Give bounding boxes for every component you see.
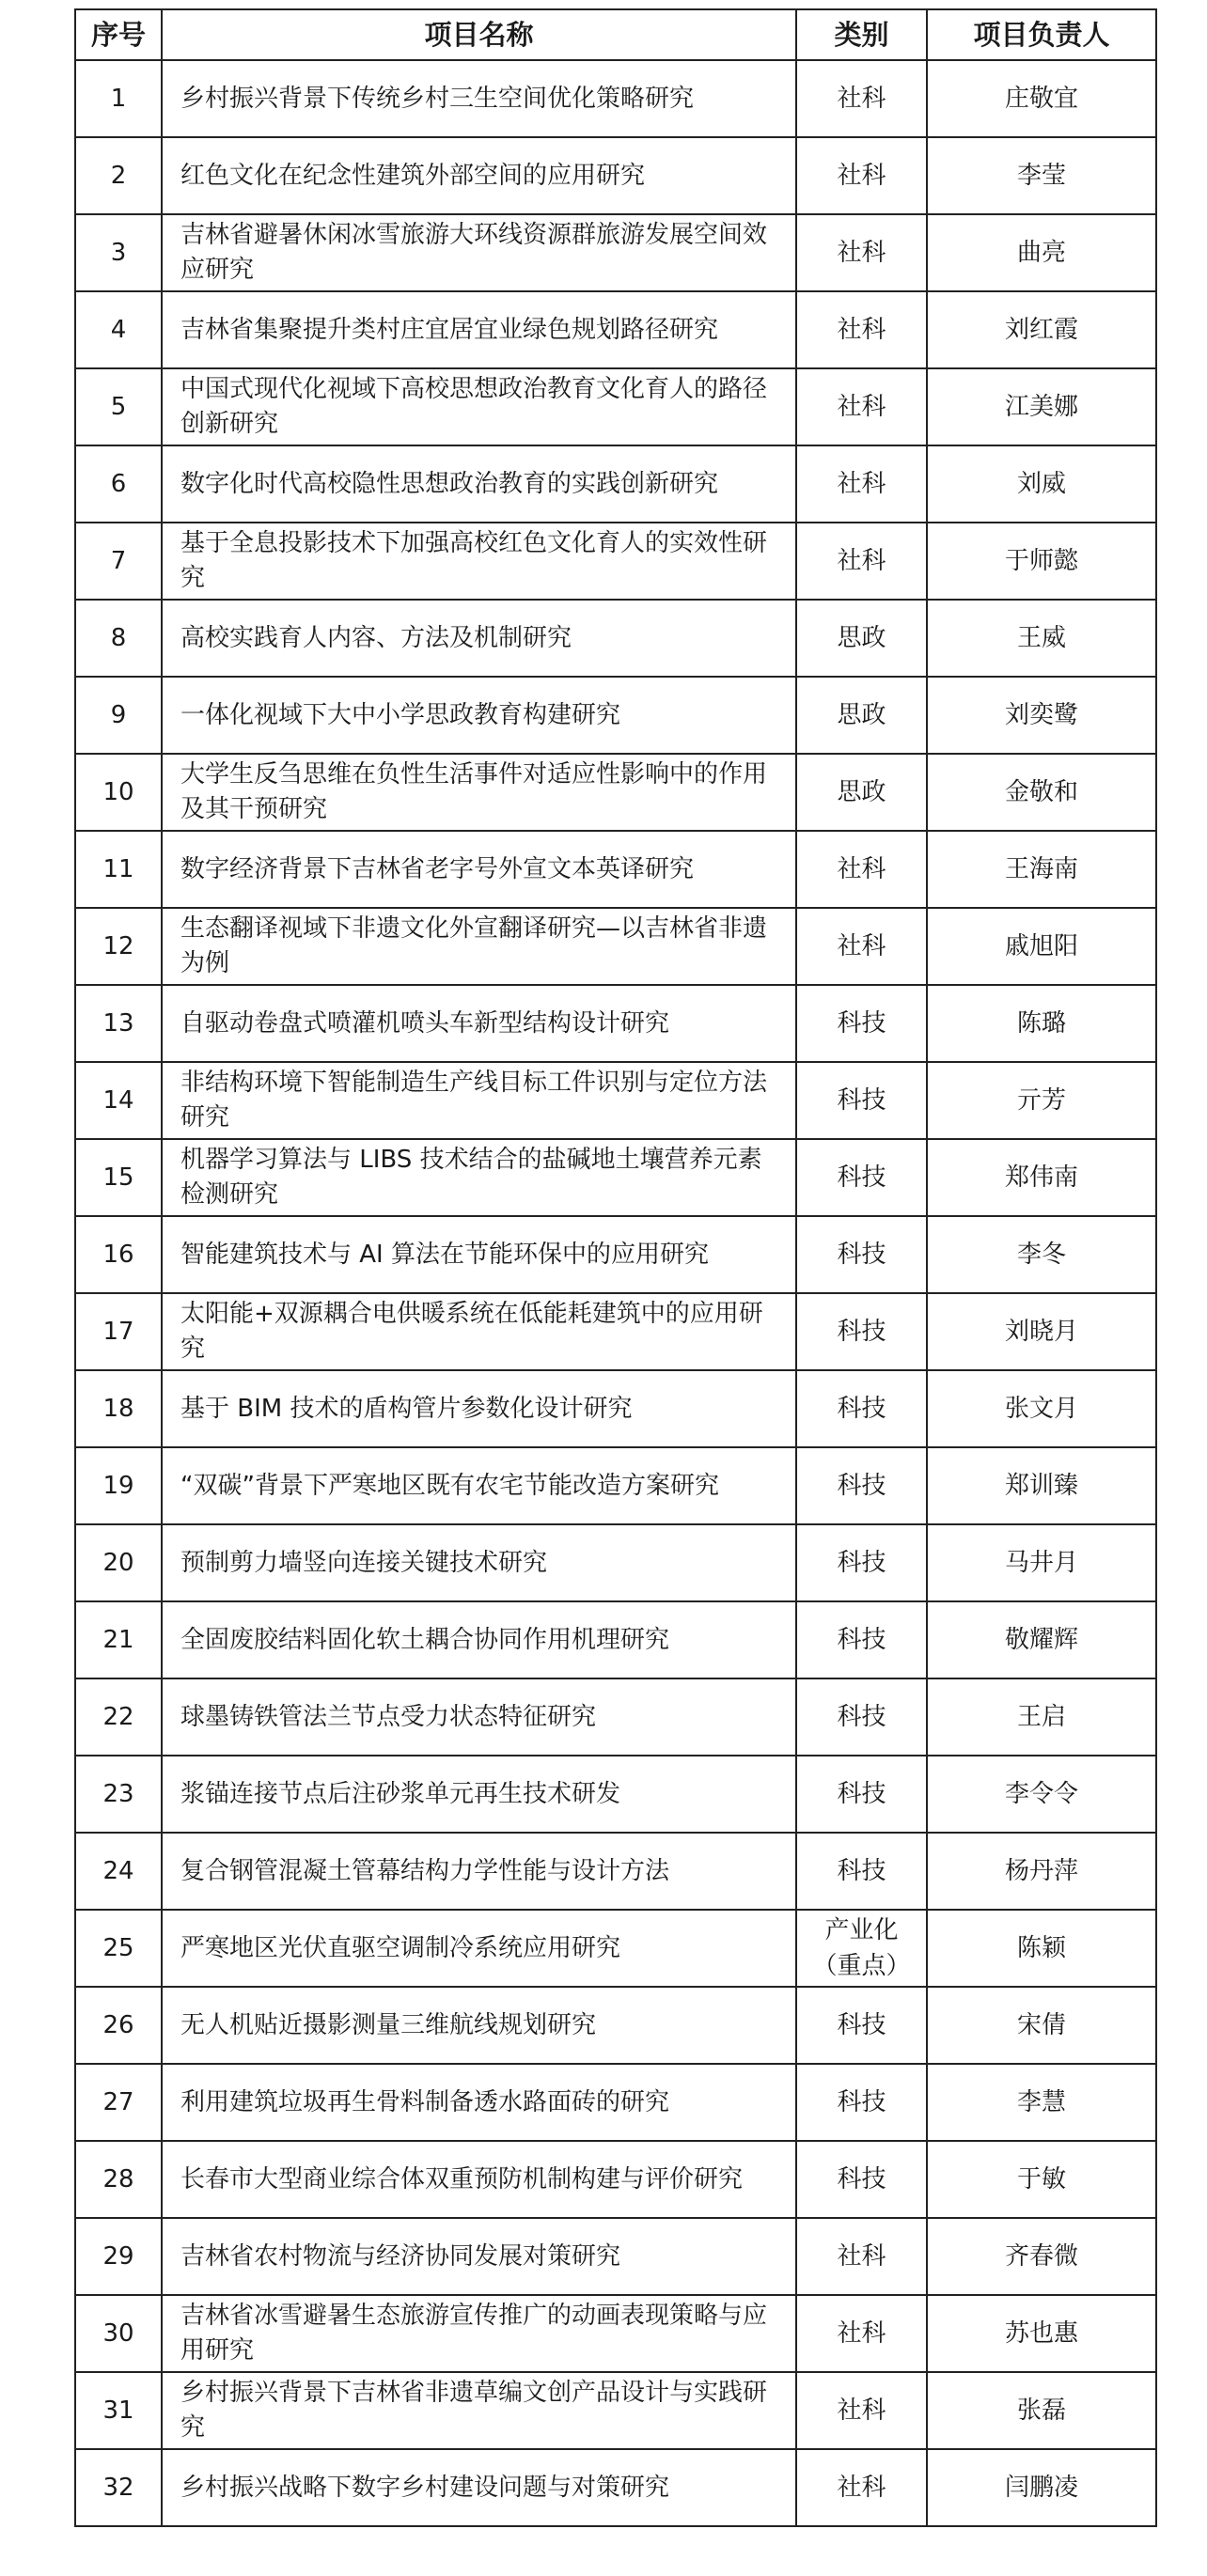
table-row	[75, 1062, 1156, 1139]
project-name: 吉林省集聚提升类村庄宜居宜业绿色规划路径研究	[162, 291, 796, 368]
project-leader: 王启	[927, 1678, 1156, 1756]
project-leader: 陈璐	[927, 985, 1156, 1062]
table-row	[75, 137, 1156, 214]
project-leader: 王海南	[927, 831, 1156, 908]
row-number: 24	[75, 1833, 162, 1910]
table-row	[75, 1678, 1156, 1756]
project-name: 数字经济背景下吉林省老字号外宣文本英译研究	[162, 831, 796, 908]
table-row	[75, 368, 1156, 445]
row-number: 12	[75, 908, 162, 985]
project-leader: 张磊	[927, 2372, 1156, 2449]
table-row	[75, 2295, 1156, 2372]
project-leader: 郑训臻	[927, 1447, 1156, 1524]
project-category: 科技	[796, 1216, 927, 1293]
table-row	[75, 1833, 1156, 1910]
project-leader: 李令令	[927, 1756, 1156, 1833]
project-leader: 陈颖	[927, 1910, 1156, 1987]
row-number: 7	[75, 523, 162, 600]
project-leader: 李冬	[927, 1216, 1156, 1293]
table-row	[75, 1447, 1156, 1524]
header-category: 类别	[796, 9, 927, 60]
row-number: 21	[75, 1601, 162, 1678]
project-leader: 戚旭阳	[927, 908, 1156, 985]
project-name: 一体化视域下大中小学思政教育构建研究	[162, 677, 796, 754]
project-category: 科技	[796, 1139, 927, 1216]
project-leader: 刘威	[927, 445, 1156, 523]
table-row	[75, 445, 1156, 523]
project-leader: 于敏	[927, 2141, 1156, 2218]
table-row	[75, 2141, 1156, 2218]
project-name: 智能建筑技术与 AI 算法在节能环保中的应用研究	[162, 1216, 796, 1293]
project-category: 社科	[796, 60, 927, 137]
table-row	[75, 600, 1156, 677]
project-leader: 王威	[927, 600, 1156, 677]
project-name: 吉林省冰雪避暑生态旅游宣传推广的动画表现策略与应用研究	[162, 2295, 796, 2372]
project-leader: 苏也惠	[927, 2295, 1156, 2372]
project-name: 浆锚连接节点后注砂浆单元再生技术研发	[162, 1756, 796, 1833]
row-number: 17	[75, 1293, 162, 1370]
project-category: 社科	[796, 2218, 927, 2295]
project-name: 乡村振兴战略下数字乡村建设问题与对策研究	[162, 2449, 796, 2526]
project-leader: 李莹	[927, 137, 1156, 214]
project-name: 大学生反刍思维在负性生活事件对适应性影响中的作用及其干预研究	[162, 754, 796, 831]
project-category: 社科	[796, 445, 927, 523]
project-leader: 敬耀辉	[927, 1601, 1156, 1678]
project-category: 科技	[796, 1756, 927, 1833]
project-leader: 刘晓月	[927, 1293, 1156, 1370]
table-row	[75, 754, 1156, 831]
table-row	[75, 831, 1156, 908]
project-category: 社科	[796, 523, 927, 600]
table-row	[75, 214, 1156, 291]
project-category: 科技	[796, 1062, 927, 1139]
project-table	[74, 8, 1157, 2527]
project-category: 社科	[796, 214, 927, 291]
project-name: 吉林省农村物流与经济协同发展对策研究	[162, 2218, 796, 2295]
header-row	[75, 9, 1156, 60]
project-name: 非结构环境下智能制造生产线目标工件识别与定位方法研究	[162, 1062, 796, 1139]
table-row	[75, 2372, 1156, 2449]
project-name: “双碳”背景下严寒地区既有农宅节能改造方案研究	[162, 1447, 796, 1524]
project-category: 科技	[796, 1293, 927, 1370]
row-number: 19	[75, 1447, 162, 1524]
row-number: 25	[75, 1910, 162, 1987]
project-name: 生态翻译视域下非遗文化外宣翻译研究—以吉林省非遗为例	[162, 908, 796, 985]
project-leader: 郑伟南	[927, 1139, 1156, 1216]
project-name: 中国式现代化视域下高校思想政治教育文化育人的路径创新研究	[162, 368, 796, 445]
project-leader: 闫鹏凌	[927, 2449, 1156, 2526]
row-number: 11	[75, 831, 162, 908]
table-row	[75, 1756, 1156, 1833]
row-number: 18	[75, 1370, 162, 1447]
project-category: 产业化 （重点）	[796, 1910, 927, 1987]
table-row	[75, 1216, 1156, 1293]
row-number: 3	[75, 214, 162, 291]
project-name: 乡村振兴背景下传统乡村三生空间优化策略研究	[162, 60, 796, 137]
project-category: 社科	[796, 2295, 927, 2372]
table-row	[75, 1601, 1156, 1678]
project-category: 社科	[796, 2372, 927, 2449]
project-name: 全固废胶结料固化软土耦合协同作用机理研究	[162, 1601, 796, 1678]
row-number: 27	[75, 2064, 162, 2141]
project-leader: 曲亮	[927, 214, 1156, 291]
project-name: 严寒地区光伏直驱空调制冷系统应用研究	[162, 1910, 796, 1987]
table-row	[75, 2218, 1156, 2295]
project-name: 无人机贴近摄影测量三维航线规划研究	[162, 1987, 796, 2064]
row-number: 32	[75, 2449, 162, 2526]
project-name: 复合钢管混凝土管幕结构力学性能与设计方法	[162, 1833, 796, 1910]
project-category: 科技	[796, 1447, 927, 1524]
row-number: 26	[75, 1987, 162, 2064]
project-category: 社科	[796, 137, 927, 214]
row-number: 28	[75, 2141, 162, 2218]
project-category: 思政	[796, 754, 927, 831]
project-category: 社科	[796, 2449, 927, 2526]
project-name: 基于 BIM 技术的盾构管片参数化设计研究	[162, 1370, 796, 1447]
row-number: 10	[75, 754, 162, 831]
project-leader: 杨丹萍	[927, 1833, 1156, 1910]
project-category: 科技	[796, 985, 927, 1062]
project-category: 科技	[796, 1833, 927, 1910]
table-row	[75, 985, 1156, 1062]
project-leader: 庄敬宜	[927, 60, 1156, 137]
project-category: 社科	[796, 908, 927, 985]
table-row	[75, 1293, 1156, 1370]
project-name: 球墨铸铁管法兰节点受力状态特征研究	[162, 1678, 796, 1756]
row-number: 29	[75, 2218, 162, 2295]
project-leader: 金敬和	[927, 754, 1156, 831]
row-number: 15	[75, 1139, 162, 1216]
project-category: 科技	[796, 1370, 927, 1447]
table-row	[75, 2064, 1156, 2141]
project-name: 红色文化在纪念性建筑外部空间的应用研究	[162, 137, 796, 214]
project-category: 科技	[796, 1678, 927, 1756]
project-name: 利用建筑垃圾再生骨料制备透水路面砖的研究	[162, 2064, 796, 2141]
row-number: 22	[75, 1678, 162, 1756]
project-name: 数字化时代高校隐性思想政治教育的实践创新研究	[162, 445, 796, 523]
project-leader: 张文月	[927, 1370, 1156, 1447]
row-number: 8	[75, 600, 162, 677]
table-row	[75, 908, 1156, 985]
project-name: 太阳能+双源耦合电供暖系统在低能耗建筑中的应用研究	[162, 1293, 796, 1370]
table-row	[75, 677, 1156, 754]
project-category: 科技	[796, 1987, 927, 2064]
project-name: 高校实践育人内容、方法及机制研究	[162, 600, 796, 677]
project-name: 预制剪力墙竖向连接关键技术研究	[162, 1524, 796, 1601]
project-leader: 宋倩	[927, 1987, 1156, 2064]
row-number: 2	[75, 137, 162, 214]
project-category: 社科	[796, 368, 927, 445]
row-number: 13	[75, 985, 162, 1062]
project-category: 科技	[796, 2064, 927, 2141]
project-leader: 李慧	[927, 2064, 1156, 2141]
project-category: 社科	[796, 831, 927, 908]
row-number: 1	[75, 60, 162, 137]
project-name: 吉林省避暑休闲冰雪旅游大环线资源群旅游发展空间效应研究	[162, 214, 796, 291]
row-number: 6	[75, 445, 162, 523]
row-number: 4	[75, 291, 162, 368]
table-row	[75, 60, 1156, 137]
row-number: 30	[75, 2295, 162, 2372]
project-category: 科技	[796, 1601, 927, 1678]
project-name: 机器学习算法与 LIBS 技术结合的盐碱地土壤营养元素检测研究	[162, 1139, 796, 1216]
project-category: 社科	[796, 291, 927, 368]
project-name: 自驱动卷盘式喷灌机喷头车新型结构设计研究	[162, 985, 796, 1062]
table-body	[75, 60, 1156, 2526]
project-category: 思政	[796, 677, 927, 754]
row-number: 5	[75, 368, 162, 445]
project-leader: 刘红霞	[927, 291, 1156, 368]
project-name: 长春市大型商业综合体双重预防机制构建与评价研究	[162, 2141, 796, 2218]
header-project-name: 项目名称	[162, 9, 796, 60]
project-leader: 马井月	[927, 1524, 1156, 1601]
project-category: 科技	[796, 1524, 927, 1601]
project-leader: 刘奕鹭	[927, 677, 1156, 754]
row-number: 16	[75, 1216, 162, 1293]
table-row	[75, 1910, 1156, 1987]
project-category: 思政	[796, 600, 927, 677]
row-number: 14	[75, 1062, 162, 1139]
project-name: 基于全息投影技术下加强高校红色文化育人的实效性研究	[162, 523, 796, 600]
header-leader: 项目负责人	[927, 9, 1156, 60]
table-row	[75, 523, 1156, 600]
project-leader: 亓芳	[927, 1062, 1156, 1139]
row-number: 31	[75, 2372, 162, 2449]
table-row	[75, 1139, 1156, 1216]
table-row	[75, 1370, 1156, 1447]
project-leader: 于师懿	[927, 523, 1156, 600]
project-category: 科技	[796, 2141, 927, 2218]
project-leader: 江美娜	[927, 368, 1156, 445]
row-number: 9	[75, 677, 162, 754]
project-leader: 齐春微	[927, 2218, 1156, 2295]
table-row	[75, 291, 1156, 368]
project-name: 乡村振兴背景下吉林省非遗草编文创产品设计与实践研究	[162, 2372, 796, 2449]
table-row	[75, 1987, 1156, 2064]
table-row	[75, 1524, 1156, 1601]
row-number: 23	[75, 1756, 162, 1833]
header-no: 序号	[75, 9, 162, 60]
table-row	[75, 2449, 1156, 2526]
row-number: 20	[75, 1524, 162, 1601]
